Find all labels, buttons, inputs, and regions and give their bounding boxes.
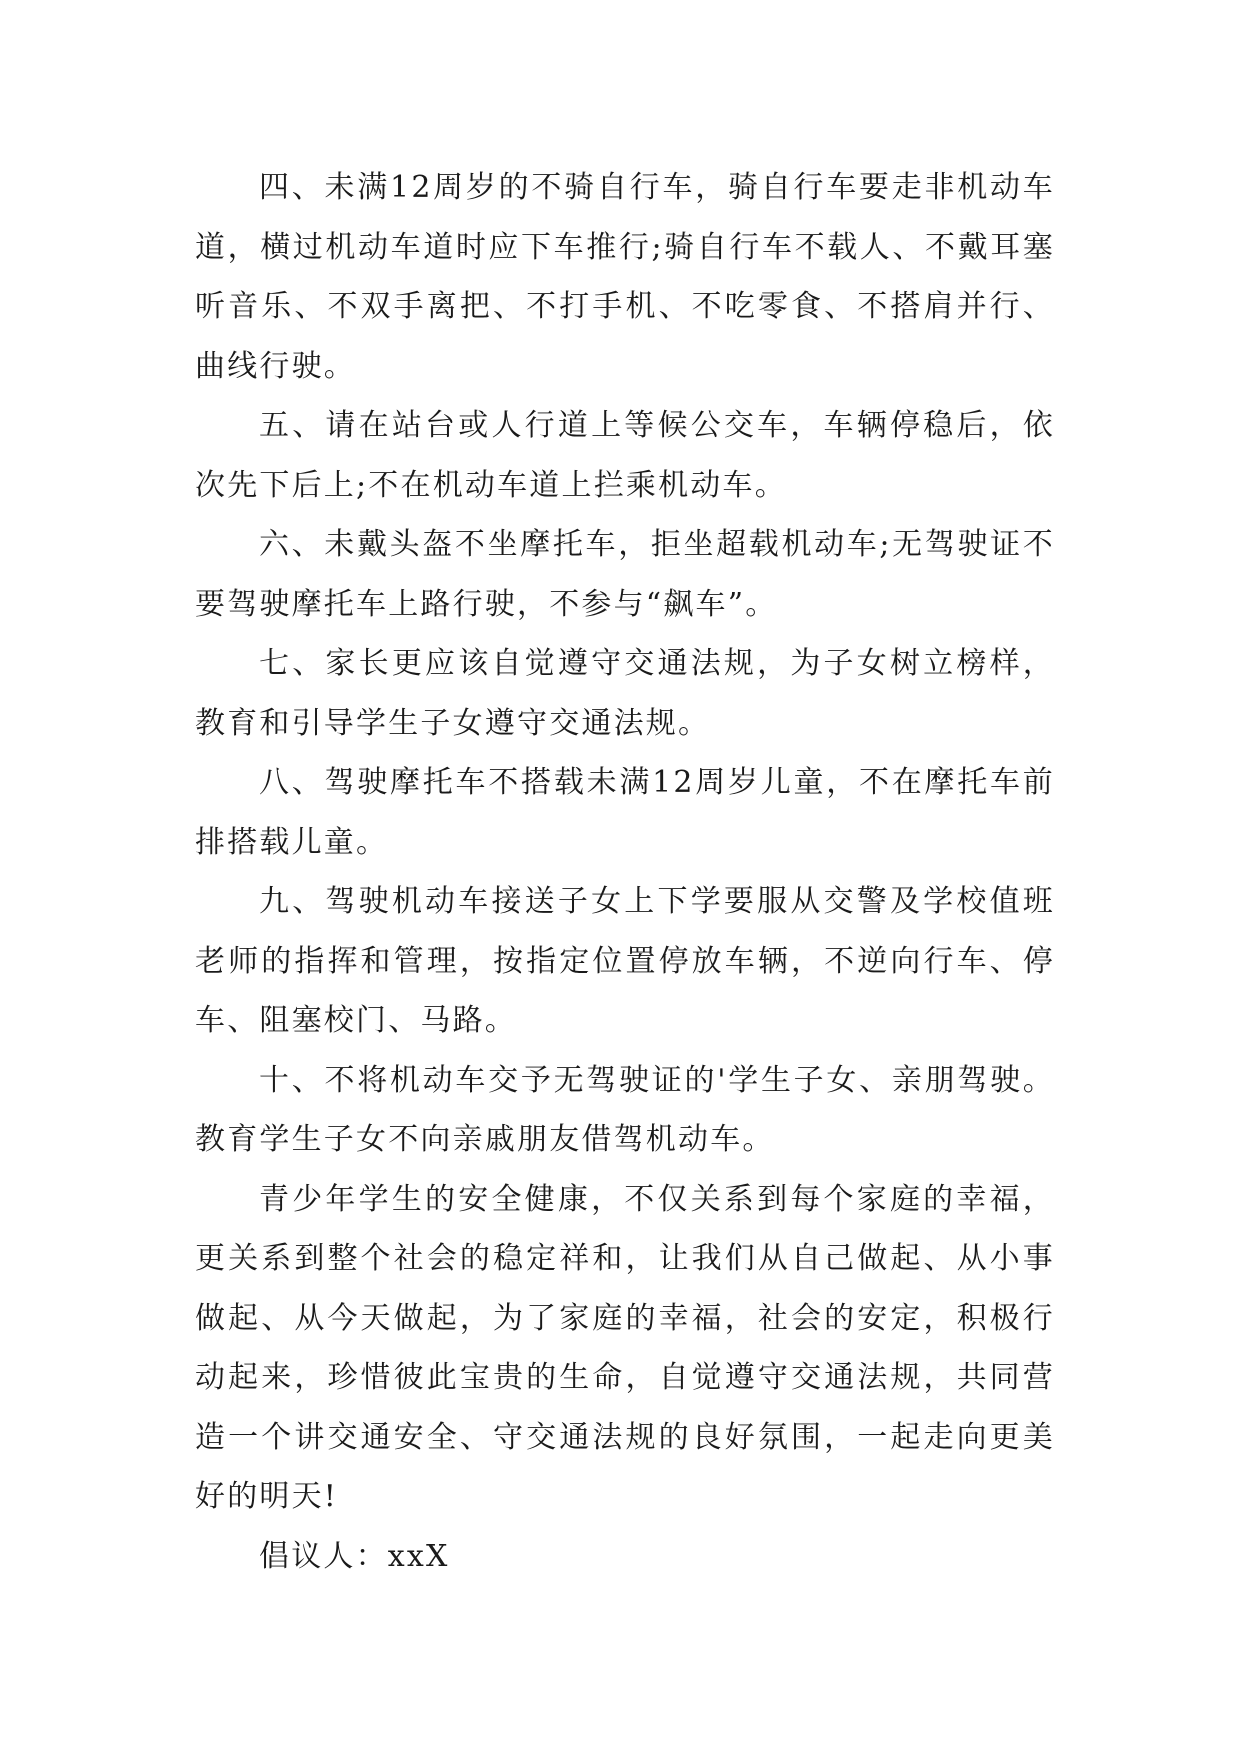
signature-line: 倡议人：xxX xyxy=(259,1538,450,1574)
document-body xyxy=(195,158,1055,1586)
paragraph-rule-9: 九、驾驶机动车接送子女上下学要服从交警及学校值班老师的指挥和管理，按指定位置停放车辆，不逆向行车、停车、阻塞校门、马路。 xyxy=(195,884,1055,1038)
paragraph-rule-7: 七、家长更应该自觉遵守交通法规，为子女树立榜样，教育和引导学生子女遵守交通法规。 xyxy=(195,646,1055,741)
paragraph-rule-4: 四、未满12周岁的不骑自行车，骑自行车要走非机动车道，横过机动车道时应下车推行;骑自行车不载人、不戴耳塞听音乐、不双手离把、不打手机、不吃零食、不搭肩并行、曲线行驶。 xyxy=(195,170,1055,384)
paragraph-rule-6: 六、未戴头盔不坐摩托车，拒坐超载机动车;无驾驶证不要驾驶摩托车上路行驶，不参与“飙车”。 xyxy=(195,527,1055,622)
paragraph-rule-8: 八、驾驶摩托车不搭载未满12周岁儿童，不在摩托车前排搭载儿童。 xyxy=(195,765,1055,860)
paragraph-closing: 青少年学生的安全健康，不仅关系到每个家庭的幸福，更关系到整个社会的稳定祥和，让我们从自己做起、从小事做起、从今天做起，为了家庭的幸福，社会的安定，积极行动起来，珍惜彼此宝贵的生命，自觉遵守交通法规，共同营造一个讲交通安全、守交通法规的良好氛围，一起走向更美好的明天! xyxy=(195,1181,1055,1514)
paragraph-rule-5: 五、请在站台或人行道上等候公交车，车辆停稳后，依次先下后上;不在机动车道上拦乘机动车。 xyxy=(195,408,1055,503)
paragraph-rule-10: 十、不将机动车交予无驾驶证的'学生子女、亲朋驾驶。教育学生子女不向亲戚朋友借驾机动车。 xyxy=(195,1062,1055,1157)
